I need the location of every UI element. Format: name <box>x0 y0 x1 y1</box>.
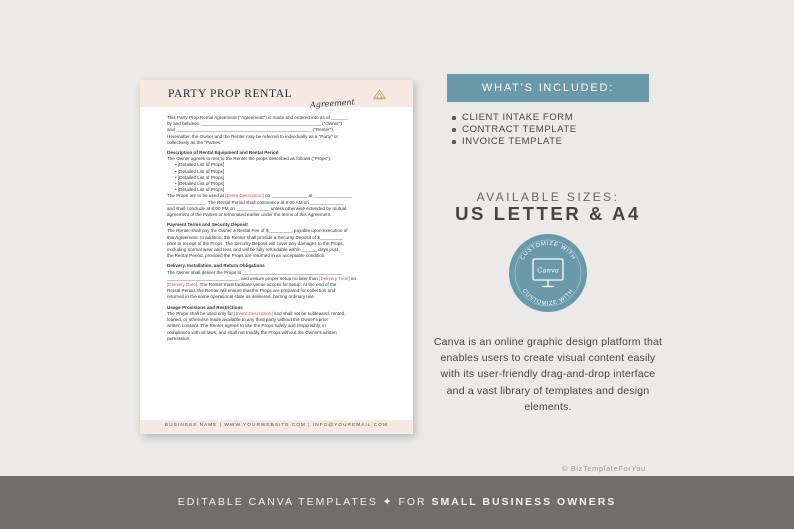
banner-text: EDITABLE CANVA TEMPLATES ✦ FOR SMALL BUSINESS OWNERS <box>177 496 617 508</box>
badge-bottom-text: CUSTOMIZE WITH <box>520 287 576 308</box>
section-text: excluding normal wear and tear, and will be fully refundable within ______ days post <box>167 247 339 253</box>
section-text: loaned, or otherwise made available to any third party without the Owner's prior <box>167 317 328 323</box>
list-item: • [Detailed List of Props] <box>175 181 225 187</box>
placeholder-text: [Event Description] <box>234 310 273 316</box>
intro-line: by and between _______________________________________________ ("Owner") <box>167 121 342 127</box>
section-text: agreement of the Parties or terminated earlier under the terms of this Agreement. <box>167 212 332 218</box>
copyright-credit: © BizTemplateForYou <box>562 464 646 473</box>
document-footer <box>140 420 413 434</box>
section-text: The Owner shall deliver the Props to _______________________________________ <box>167 269 343 275</box>
document-subtitle: Agreement <box>309 97 356 110</box>
list-item: INVOICE TEMPLATE <box>450 136 577 148</box>
sizes-label: AVAILABLE SIZES: <box>476 190 620 204</box>
section-text: ____________________________, and ensure proper setup no later than [Delivery Time] on <box>167 275 357 281</box>
section-text: _______________. The Rental Period shall commence at 8:00 AM on _____________ <box>167 199 344 205</box>
section-text: The Owner agrees to rent to the Renter the props described as follows ("Props"): <box>167 156 332 162</box>
section-heading: Description of Rental Equipment and Rental Period <box>167 150 279 156</box>
section-text: prior to receipt of the Props. The Security Deposit will cover any damages to the Props, <box>167 240 344 246</box>
included-title: WHAT'S INCLUDED: <box>481 82 615 94</box>
section-text: written consent. The Renter agrees to use the Props safely and responsibly, in <box>167 323 326 329</box>
section-text: permission. <box>167 335 191 341</box>
section-text: Rental Period, the Renter will ensure that the Props are prepared for collection and <box>167 288 336 294</box>
section-text: The Renter shall pay the Owner a Rental Fee of $_________, payable upon execution of <box>167 228 348 234</box>
list-item: • [Detailed List of Props] <box>175 162 225 168</box>
list-item: • [Detailed List of Props] <box>175 187 225 193</box>
footer-contact-text: BUSINESS NAME | WWW.YOURWEBSITE.COM | INFO@YOUREMAIL.COM <box>165 423 388 428</box>
section-text: this Agreement. In addition, the Renter shall provide a Security Deposit of $_________ <box>167 234 343 240</box>
section-text: [Delivery Date]. The Renter must facilitate venue access for setup. At the end of the <box>167 282 337 288</box>
list-item: • [Detailed List of Props] <box>175 168 225 174</box>
intro-line: Hereinafter, the Owner and the Renter may be referred to individually as a "Party" or <box>167 133 339 139</box>
list-item: CLIENT INTAKE FORM <box>450 112 577 124</box>
list-item: • [Detailed List of Props] <box>175 174 225 180</box>
included-list <box>450 112 577 148</box>
list-item: CONTRACT TEMPLATE <box>450 124 577 136</box>
banner-bold-text: SMALL BUSINESS OWNERS <box>431 496 617 508</box>
badge-top-text: CUSTOMIZE WITH <box>519 240 577 262</box>
section-heading: Usage Provisions and Restrictions <box>167 304 243 310</box>
section-text: The Props shall be used only for [Event Description] and shall not be subleased, rented, <box>167 310 346 316</box>
placeholder-text: [Delivery Time] <box>319 275 350 281</box>
logo-icon <box>372 88 387 100</box>
document-header <box>140 80 413 110</box>
bottom-banner <box>0 476 794 529</box>
sizes-value: US LETTER & A4 <box>455 203 641 224</box>
intro-line: collectively as the "Parties." <box>167 139 224 145</box>
intro-line: and _____________________________________________________ ("Renter"). <box>167 127 335 133</box>
section-text: The Props are to be used at [Event Description] on ______________ at _______________ <box>167 193 352 199</box>
canva-description: Canva is an online graphic design platform that enables users to create visual content easily with its user-friendly drag-and-drop interface and a vast library of templates and design elements. <box>433 336 663 413</box>
section-text: compliance with all laws, and shall not modify the Props without the Owner's written <box>167 329 337 335</box>
placeholder-text: [Delivery Date] <box>167 282 198 288</box>
section-heading: Payment Terms and Security Deposit <box>167 222 248 228</box>
section-text: returned in the same operational state as delivered, barring ordinary use. <box>167 294 316 300</box>
document-title: PARTY PROP RENTAL <box>168 88 293 100</box>
contract-document-preview <box>140 80 413 434</box>
section-heading: Delivery, Installation, and Return Obligations <box>167 263 265 269</box>
section-text: the Rental Period, provided the Props are returned in an acceptable condition. <box>167 253 326 259</box>
document-body <box>167 115 387 342</box>
placeholder-text: [Event Description] <box>225 193 264 199</box>
intro-line: This Party Prop Rental Agreement ("Agreement") is made and entered into as of ______, <box>167 115 348 120</box>
included-header <box>447 74 649 102</box>
section-text: and shall conclude at 8:00 PM on _____________ unless otherwise extended by mutual <box>167 205 347 211</box>
badge-screen-text: Canva <box>537 266 559 275</box>
canva-badge-icon <box>509 234 587 312</box>
